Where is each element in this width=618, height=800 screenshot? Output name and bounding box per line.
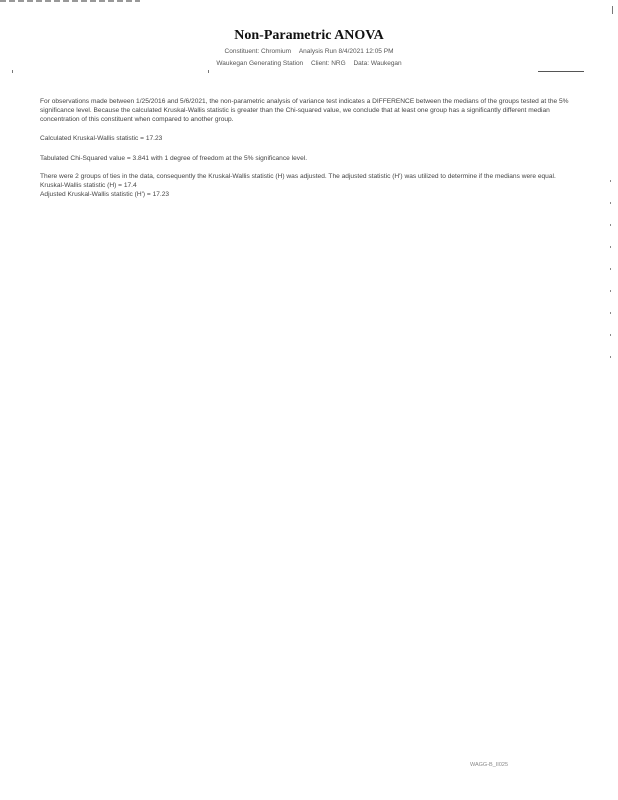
scan-artifact-top <box>0 0 140 2</box>
report-meta-line2 <box>0 60 618 67</box>
chi-squared-value <box>40 154 570 163</box>
footer-document-code: WAGG-B_II025 <box>470 762 509 768</box>
facility-label: Waukegan Generating Station <box>216 60 304 67</box>
calculated-statistic-text: Calculated Kruskal-Wallis statistic = 17.23 <box>40 135 163 142</box>
header-rule <box>538 71 584 72</box>
unadjusted-statistic: Kruskal-Wallis statistic (H) = 17.4 <box>40 182 137 189</box>
data-source-label: Data: Waukegan <box>353 60 402 67</box>
conclusion-paragraph <box>40 97 570 124</box>
conclusion-text: For observations made between 1/25/2016 and 5/6/2021, the non-parametric analysis of variance test indicates a DIFFERENCE between the medians of the groups tested at the 5% significance level. Because the calculated Kruskal-Wallis statistic is greater than the Chi-squared value, we conclude that at least one group has a significantly different median concentration of this constituent when compared to another group. <box>40 98 569 123</box>
analysis-run-label: Analysis Run 8/4/2021 12:05 PM <box>298 48 394 55</box>
scan-tick <box>208 70 209 73</box>
kruskal-wallis-statistic <box>40 134 570 143</box>
client-label: Client: NRG <box>310 60 346 67</box>
scan-tick <box>612 6 613 14</box>
chi-squared-text: Tabulated Chi-Squared value = 3.841 with 1 degree of freedom at the 5% significance level. <box>40 155 308 162</box>
ties-section <box>40 172 570 199</box>
constituent-label: Constituent: Chromium <box>224 48 291 55</box>
scan-artifact-right <box>610 180 611 360</box>
adjusted-statistic: Adjusted Kruskal-Wallis statistic (H') = 17.23 <box>40 191 170 198</box>
report-meta-line1 <box>0 48 618 55</box>
scan-tick <box>12 70 13 73</box>
ties-explanation: There were 2 groups of ties in the data, consequently the Kruskal-Wallis statistic (H) was adjusted. The adjusted statistic (H') was utilized to determine if the medians were equal. <box>40 173 556 180</box>
report-title: Non-Parametric ANOVA <box>234 28 384 43</box>
